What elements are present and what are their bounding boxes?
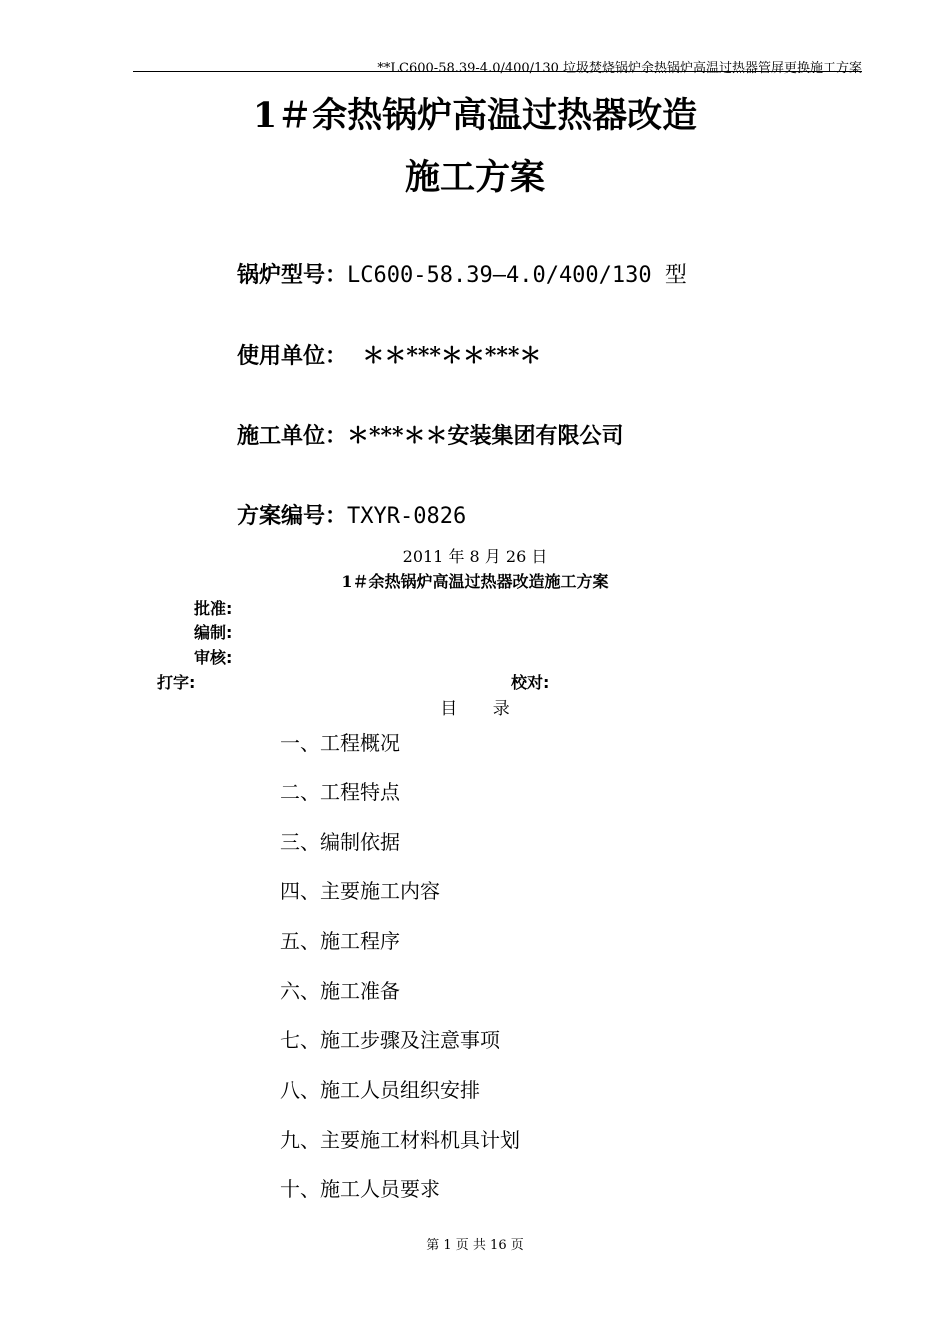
- header-rule: [133, 71, 862, 72]
- toc-item: 八、施工人员组织安排: [280, 1078, 480, 1102]
- toc-item: 四、主要施工内容: [280, 879, 440, 903]
- compile-label: 编制:: [194, 623, 233, 642]
- toc-item: 七、施工步骤及注意事项: [280, 1028, 500, 1052]
- boiler-model-label: 锅炉型号：: [237, 262, 348, 288]
- toc-item: 一、工程概况: [280, 731, 400, 755]
- boiler-model-field: [237, 258, 687, 289]
- document-date: 2011 年 8 月 26 日: [402, 547, 548, 566]
- document-title-line2: 施工方案: [404, 157, 545, 198]
- document-title: 1＃余热锅炉高温过热器改造: [252, 95, 698, 136]
- user-unit-label: 使用单位：: [237, 343, 348, 369]
- toc-item: 二、工程特点: [280, 780, 400, 804]
- toc-item: 十、施工人员要求: [280, 1177, 440, 1201]
- scheme-number-field: [237, 499, 466, 530]
- page-header: **LC600-58.39-4.0/400/130 垃圾焚烧锅炉余热锅炉高温过热器管屏更换施工方案: [377, 61, 862, 76]
- toc-item: 九、主要施工材料机具计划: [280, 1128, 520, 1152]
- page-footer: 第 1 页 共 16 页: [426, 1238, 524, 1253]
- boiler-model-value: LC600-58.39—4.0/400/130 型: [347, 263, 687, 288]
- proofread-label: 校对:: [511, 673, 550, 692]
- construction-unit-label: 施工单位：: [237, 423, 348, 449]
- review-label: 审核:: [194, 648, 233, 667]
- document-subtitle: 1＃余热锅炉高温过热器改造施工方案: [341, 572, 609, 591]
- toc-item: 六、施工准备: [280, 979, 400, 1003]
- construction-unit-field: [237, 419, 624, 450]
- user-unit-value: ＊＊***＊＊***＊: [362, 343, 542, 369]
- toc-title: 目 录: [440, 699, 510, 719]
- scheme-number-label: 方案编号：: [237, 503, 348, 529]
- approve-label: 批准:: [194, 599, 233, 618]
- construction-unit-value: ＊***＊＊安装集团有限公司: [347, 423, 624, 449]
- toc-item: 五、施工程序: [280, 929, 400, 953]
- scheme-number-value: TXYR-0826: [347, 504, 467, 529]
- user-unit-field: [237, 339, 541, 370]
- typist-label: 打字:: [157, 673, 196, 692]
- toc-item: 三、编制依据: [280, 830, 400, 854]
